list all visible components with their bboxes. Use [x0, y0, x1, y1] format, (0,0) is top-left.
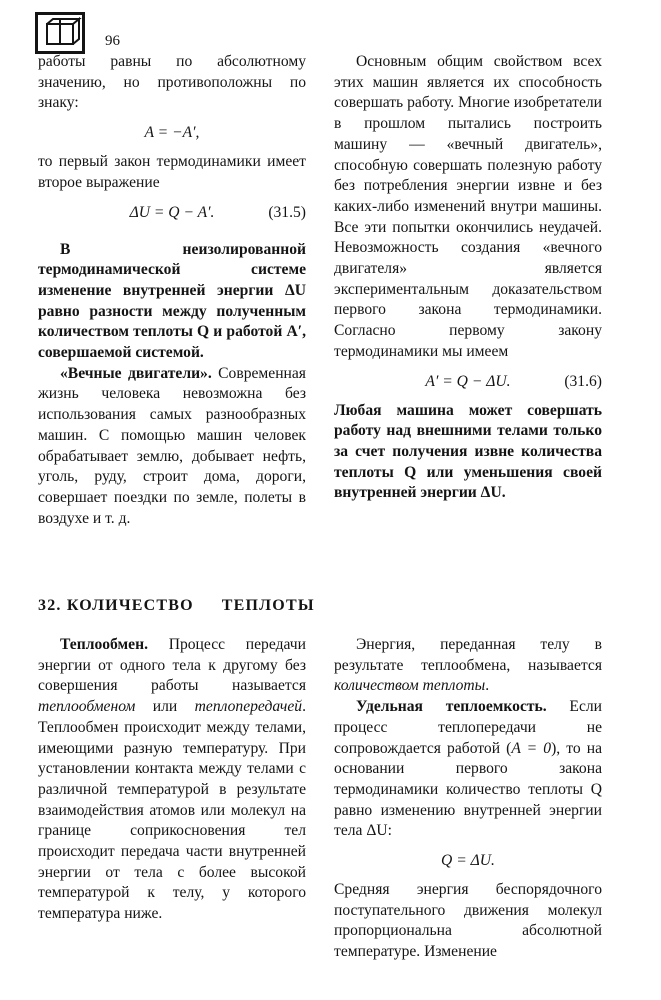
term: количеством теплоты	[334, 677, 486, 695]
paragraph-text: ), то на основании первого закона термодинамики количество теплоты Q равно изменению внутренней энергии тела ΔU:	[334, 739, 602, 840]
paragraph: Средняя энергия беспорядочного поступательного движения молекул пропорциональна абсолютной температуре. Изменение	[334, 881, 602, 961]
formula-a-equals-minus-a-prime	[38, 114, 306, 152]
formula-text: A = −A′,	[144, 124, 200, 142]
paragraph-lead: «Вечные двигатели».	[60, 364, 212, 382]
formula-q-equals-delta-u	[334, 842, 602, 880]
paragraph-text: Энергия, переданная телу в результате теплообмена, называется	[334, 636, 602, 674]
paragraph-text: . Теплообмен происходит между телами, имеющими разную температуру. При установлении контакта между телами с различной температурой в результате взаимодействия атомов или молекул на границе соприкосновения тел происходит передача части внутренней энергии от тела с более высокой температурой к телу, у которого температура ниже.	[38, 698, 306, 923]
paragraph: то первый закон термодинамики имеет второе выражение	[38, 153, 306, 191]
paragraph-text: .	[485, 677, 490, 695]
formula-text: A′ = Q − ΔU.	[425, 372, 511, 390]
perpetual-motion-definition: Любая машина может совершать работу над внешними телами только за счет получения извне количества теплоты Q или уменьшения своей внутренней энергии ΔU.	[334, 401, 602, 502]
section-title	[38, 597, 315, 615]
section-title-word: КОЛИЧЕСТВО	[66, 597, 194, 614]
top-left-column	[38, 52, 306, 529]
paragraph-lead: Удельная теплоемкость.	[356, 698, 547, 716]
formula-text: ΔU = Q − A′.	[129, 203, 215, 221]
book-chapter-icon	[35, 12, 85, 54]
paragraph: Основным общим свойством всех этих машин является их способность совершать работу. Многие изобретатели в прошлом пытались построить машину — «вечный двигатель», способную совершать полезную работу без потребления энергии извне и без каких-либо изменений внутри машины. Все эти попытки окончились неудачей. Невозможность создания «вечного двигателя» является экспериментальным доказательством первого закона термодинамики. Согласно первому закону термодинамики мы имеем	[334, 53, 602, 360]
equation-number: (31.6)	[564, 372, 602, 390]
formula-31-6	[334, 363, 602, 401]
first-law-definition: В неизолированной термодинамической системе изменение внутренней энергии ΔU равно разности между полученным количеством теплоты Q и работой A′, совершаемой системой.	[38, 240, 306, 362]
formula-31-5	[38, 194, 306, 232]
page-number: 96	[105, 33, 120, 49]
paragraph-text: или	[135, 698, 195, 716]
section-title-word: ТЕПЛОТЫ	[221, 597, 315, 614]
bottom-right-column	[334, 635, 602, 963]
paragraph-perpetual-motion	[38, 364, 306, 530]
paragraph-specific-heat	[334, 697, 602, 842]
paragraph	[334, 635, 602, 697]
inline-math: A = 0	[511, 739, 552, 757]
term: теплообменом	[38, 698, 136, 716]
paragraph-text: Если процесс теплопередачи не сопровождается работой (	[334, 698, 602, 757]
formula-text: Q = ΔU.	[441, 852, 495, 870]
paragraph: работы равны по абсолютному значению, но противоположны по знаку:	[38, 53, 306, 112]
top-right-column	[334, 52, 602, 504]
bottom-left-column	[38, 635, 306, 925]
term: теплопередачей	[194, 698, 303, 716]
equation-number: (31.5)	[268, 203, 306, 221]
paragraph-heat-exchange	[38, 635, 306, 925]
paragraph-text: Современная жизнь человека невозможна без использования самых разнообразных машин. С помощью машин человек обрабатывает землю, добывает нефть, уголь, руду, строит дома, дороги, совершает поездки по земле, полеты в воздухе и т. д.	[38, 364, 306, 527]
paragraph-lead: Теплообмен.	[60, 636, 148, 653]
paragraph-text: Процесс передачи энергии от одного тела к другому без совершения работы называется	[38, 636, 306, 695]
section-number: 32.	[38, 597, 62, 614]
